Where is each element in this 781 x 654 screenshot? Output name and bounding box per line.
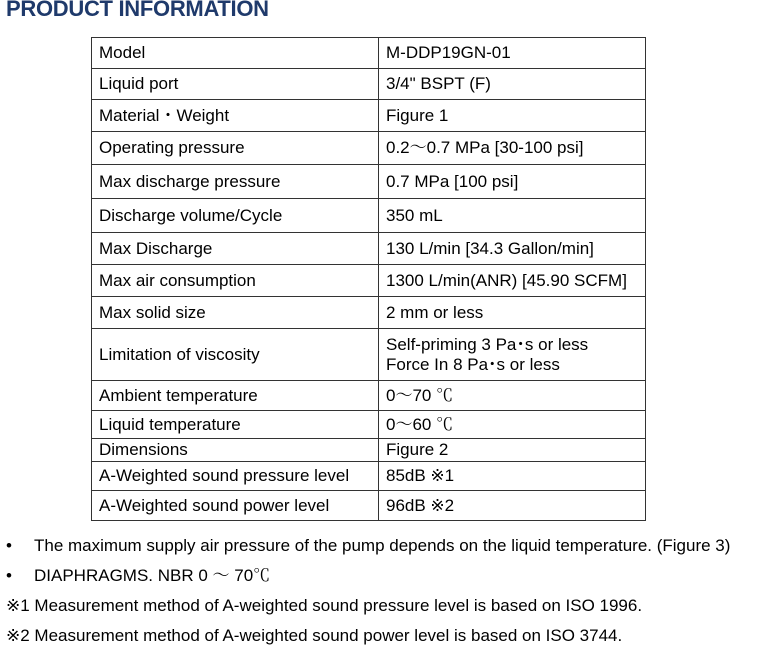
row-label: Liquid port: [92, 69, 379, 100]
row-value: 85dB ※1: [379, 462, 646, 491]
note-2: • DIAPHRAGMS. NBR 0 ～ 70℃: [6, 566, 271, 585]
row-value: M-DDP19GN-01: [379, 38, 646, 69]
row-label: Operating pressure: [92, 132, 379, 165]
row-label: Max solid size: [92, 297, 379, 329]
table-row: [92, 38, 646, 69]
row-value: 0.2～0.7 MPa [30-100 psi]: [379, 132, 646, 165]
table-row: [92, 100, 646, 132]
table-row: [92, 132, 646, 165]
row-label: Model: [92, 38, 379, 69]
row-label: Discharge volume/Cycle: [92, 199, 379, 233]
note-3: ※1 Measurement method of A-weighted sound pressure level is based on ISO 1996.: [6, 596, 643, 615]
row-label: Material・Weight: [92, 100, 379, 132]
row-value: 3/4" BSPT (F): [379, 69, 646, 100]
row-value: 0～70 ℃: [379, 381, 646, 411]
table-row: [92, 462, 646, 491]
product-spec-table: [91, 37, 646, 521]
row-label: A-Weighted sound pressure level: [92, 462, 379, 491]
table-row: [92, 199, 646, 233]
table-row: [92, 233, 646, 265]
note-1: • The maximum supply air pressure of the pump depends on the liquid temperature. (Figure 3): [6, 536, 731, 555]
table-row: [92, 411, 646, 439]
table-row: [92, 297, 646, 329]
row-value: Self-priming 3 Pa･s or less Force In 8 Pa･s or less: [379, 329, 646, 381]
row-label: Dimensions: [92, 439, 379, 462]
row-value: 0～60 ℃: [379, 411, 646, 439]
note-4: ※2 Measurement method of A-weighted sound power level is based on ISO 3744.: [6, 626, 623, 645]
notes: [6, 534, 730, 654]
row-value: Figure 2: [379, 439, 646, 462]
table-row: [92, 381, 646, 411]
table-row: [92, 329, 646, 381]
row-label: Limitation of viscosity: [92, 329, 379, 381]
row-label: Max discharge pressure: [92, 165, 379, 199]
row-value: 96dB ※2: [379, 491, 646, 521]
row-label: Liquid temperature: [92, 411, 379, 439]
table-row: [92, 69, 646, 100]
row-value: 130 L/min [34.3 Gallon/min]: [379, 233, 646, 265]
row-value: 2 mm or less: [379, 297, 646, 329]
table-row: [92, 491, 646, 521]
row-label: Max Discharge: [92, 233, 379, 265]
table-row: [92, 439, 646, 462]
row-value: 0.7 MPa [100 psi]: [379, 165, 646, 199]
row-value: 350 mL: [379, 199, 646, 233]
page-title: PRODUCT INFORMATION: [6, 0, 269, 21]
row-label: A-Weighted sound power level: [92, 491, 379, 521]
row-value: Figure 1: [379, 100, 646, 132]
row-label: Ambient temperature: [92, 381, 379, 411]
row-value: 1300 L/min(ANR) [45.90 SCFM]: [379, 265, 646, 297]
row-label: Max air consumption: [92, 265, 379, 297]
table-row: [92, 265, 646, 297]
table-row: [92, 165, 646, 199]
